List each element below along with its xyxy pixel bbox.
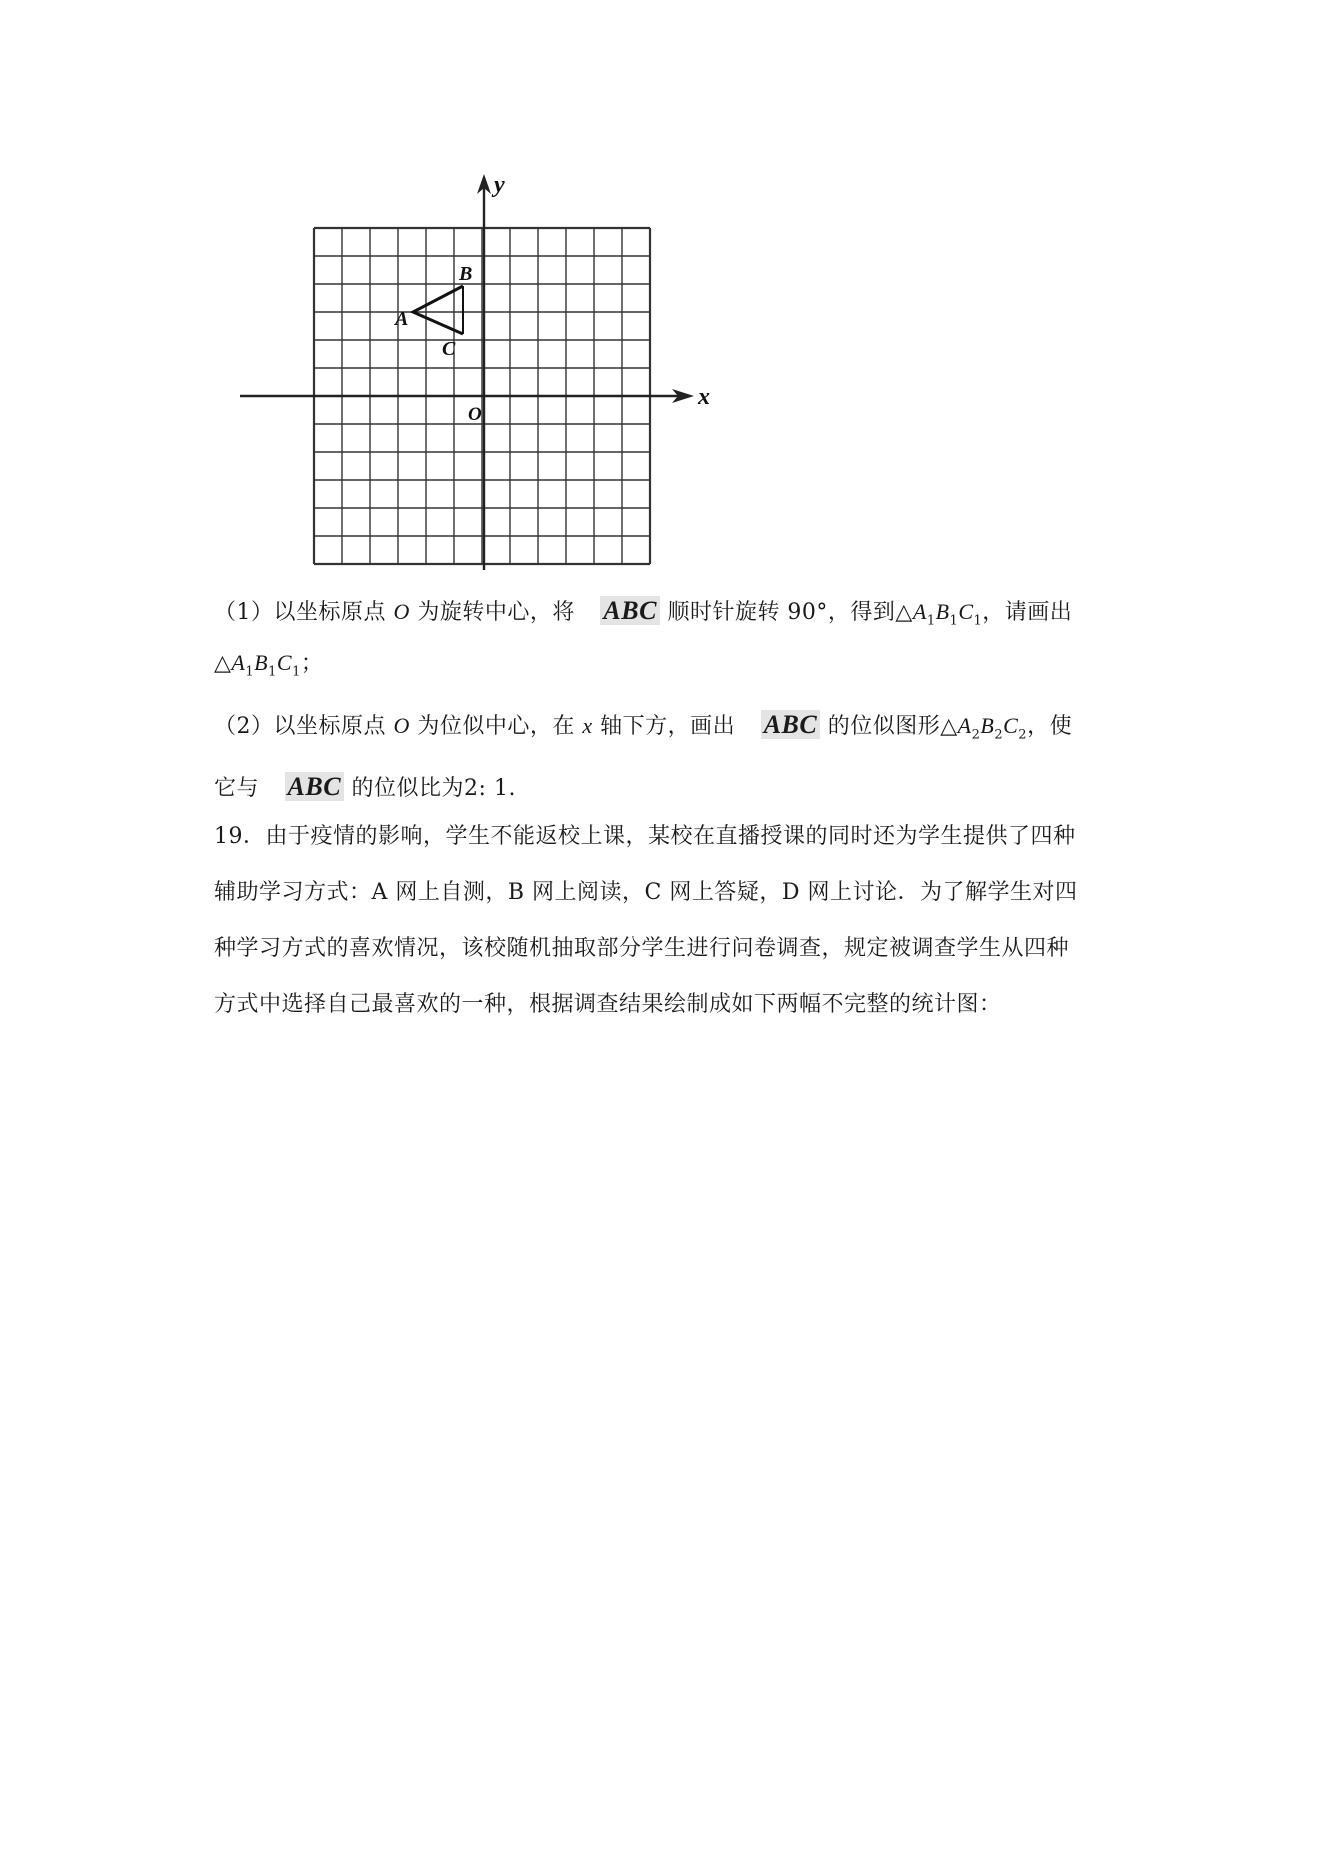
q1-line2-tri-c: C [276, 650, 293, 675]
q2-tri-c: C [1003, 713, 1019, 738]
q2-line-1 [214, 710, 1072, 750]
q2-text-b: 为位似中心，在 [417, 714, 575, 739]
point-b-label: B [459, 263, 473, 285]
q2-sub-c: 2 [1018, 727, 1028, 743]
q1-text-b: 为旋转中心，将 [417, 600, 575, 625]
q2-text-d: 的位似图形△ [827, 714, 958, 739]
q2-x-var: x [582, 713, 593, 738]
q1-text-c: 顺时针旋转 90°，得到△ [667, 600, 913, 625]
q1-tri-c: C [958, 599, 974, 624]
q1-line2-tri-a: A [231, 650, 246, 675]
q1-math-abc: ABC [600, 596, 660, 625]
q1-line2-sub-c: 1 [292, 664, 301, 680]
q1-line2-sub-b: 1 [268, 664, 277, 680]
q1-line2-tri-b: B [254, 650, 269, 675]
q19-line-1: 19．由于疫情的影响，学生不能返校上课，某校在直播授课的同时还为学生提供了四种 [214, 824, 1076, 849]
q1-sub-1b: 1 [949, 613, 959, 629]
q1-sub-1c: 1 [973, 613, 983, 629]
q2-text-a: （2）以坐标原点 [214, 714, 386, 739]
q2-line-2 [214, 772, 516, 804]
q2-line2-text-b: 的位似比为2: 1. [351, 776, 516, 801]
q1-line2-triangle: △ [214, 651, 232, 676]
q1-text-d: ，请画出 [982, 600, 1073, 625]
q1-tri-a: A [912, 599, 927, 624]
q19-line-2: 辅助学习方式：A 网上自测，B 网上阅读，C 网上答疑，D 网上讨论．为了解学生对四 [214, 880, 1078, 905]
q1-sub-1a: 1 [926, 613, 936, 629]
q19-line-4: 方式中选择自己最喜欢的一种，根据调查结果绘制成如下两幅不完整的统计图： [214, 992, 1002, 1017]
axis-y-label: y [494, 172, 505, 198]
q2-line2-text-a: 它与 [214, 776, 260, 801]
point-a-label: A [395, 308, 409, 330]
q2-line2-math-abc: ABC [285, 772, 345, 801]
q1-line-2 [214, 648, 323, 687]
q19-line-3: 种学习方式的喜欢情况，该校随机抽取部分学生进行问卷调查，规定被调查学生从四种 [214, 936, 1070, 961]
q2-math-abc: ABC [761, 710, 821, 739]
axis-x-label: x [698, 384, 710, 410]
q1-tri-b: B [935, 599, 950, 624]
q1-line-1 [214, 596, 1072, 636]
q1-origin-o: O [393, 599, 410, 624]
q1-text-a: （1）以坐标原点 [214, 600, 386, 625]
q2-origin-o: O [393, 713, 410, 738]
q1-line2-sub-a: 1 [245, 664, 255, 680]
q2-tri-b: B [980, 713, 995, 738]
q2-sub-a: 2 [971, 727, 981, 743]
origin-label: O [468, 404, 482, 425]
q2-sub-b: 2 [994, 727, 1004, 743]
q2-text-c: 轴下方，画出 [600, 714, 736, 739]
q1-line2-end: ； [300, 651, 324, 676]
coordinate-grid-figure [232, 170, 732, 580]
point-c-label: C [442, 338, 456, 360]
triangle-abc [413, 286, 463, 334]
q2-text-e: ，使 [1027, 714, 1073, 739]
q2-tri-a: A [957, 713, 972, 738]
